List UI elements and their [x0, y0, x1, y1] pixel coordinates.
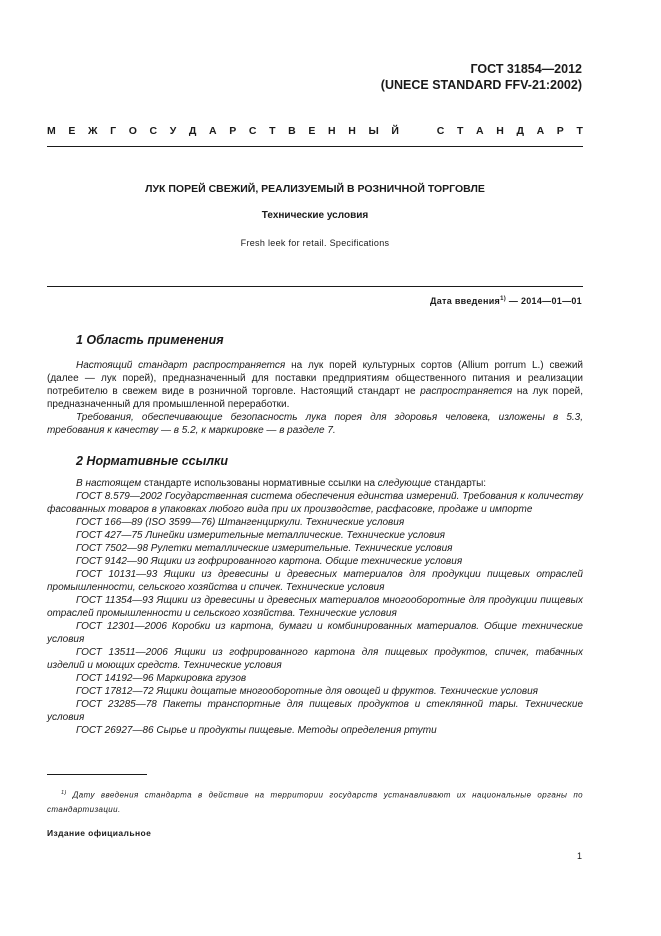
reference-item: ГОСТ 10131—93 Ящики из древесины и древесных материалов для продукции пищевых отраслей промышленности, сельского хозяйства и спичек. Технические условия: [47, 569, 583, 593]
footnote-text: Дату введения стандарта в действие на территории государств устанавливают их национальные органы по стандартизации.: [47, 790, 583, 814]
banner-letter: А: [476, 125, 484, 137]
reference-item: ГОСТ 13511—2006 Ящики из гофрированного картона для пищевых продуктов, спичек, табачных изделий и моющих средств. Технические условия: [47, 647, 583, 671]
interstate-standard-banner: [47, 125, 583, 137]
banner-letter: Т: [269, 125, 276, 137]
banner-letter: Н: [348, 125, 356, 137]
banner-letter: С: [248, 125, 257, 137]
section-2-heading: 2 Нормативные ссылки: [76, 454, 229, 468]
banner-letter: Д: [516, 125, 524, 137]
text: стандарты:: [431, 478, 487, 489]
section-1-heading: 1 Область применения: [76, 333, 224, 347]
banner-letter: Е: [68, 125, 76, 137]
text-italic: распространяется: [420, 386, 513, 397]
intro-date-label: Дата введения: [429, 296, 501, 306]
text: стандарте использованы нормативные ссылки на: [141, 478, 378, 489]
document-subtitle: Технические условия: [261, 210, 369, 221]
reference-item: ГОСТ 17812—72 Ящики дощатые многооборотные для овощей и фруктов. Технические условия: [76, 686, 538, 697]
banner-letter: Р: [229, 125, 237, 137]
intro-date-value: — 2014—01—01: [506, 296, 582, 306]
banner-letter: Т: [456, 125, 464, 137]
footnote-divider: [47, 774, 147, 775]
intro-date-footnote-mark: 1): [500, 296, 507, 302]
reference-item: ГОСТ 26927—86 Сырье и продукты пищевые. Методы определения ртути: [76, 725, 437, 736]
banner-letter: В: [288, 125, 296, 137]
unece-standard: (UNECE STANDARD FFV-21:2002): [380, 78, 582, 92]
banner-letter: С: [436, 125, 445, 137]
references-list: [47, 490, 583, 737]
banner-letter: Е: [308, 125, 316, 137]
banner-letter: Н: [328, 125, 336, 137]
reference-item: ГОСТ 8.579—2002 Государственная система обеспечения единства измерений. Требования к количеству фасованных товаров в упаковках любого вида при их производстве, расфасовке, продаже и импорте: [47, 491, 583, 515]
title-divider: [47, 286, 583, 287]
reference-item: ГОСТ 7502—98 Рулетки металлические измерительные. Технические условия: [76, 543, 453, 554]
banner-letter: Й: [391, 125, 399, 137]
banner-letter: Р: [556, 125, 564, 137]
reference-item: ГОСТ 166—89 (ISO 3599—76) Штангенциркули. Технические условия: [76, 517, 405, 528]
reference-item: ГОСТ 14192—96 Маркировка грузов: [76, 673, 247, 684]
english-title: Fresh leek for retail. Specifications: [240, 238, 390, 248]
banner-letter: Ж: [88, 125, 98, 137]
section-2-intro: [47, 477, 583, 490]
banner-letter: О: [128, 125, 137, 137]
text-italic: В настоящем: [76, 478, 142, 489]
reference-item: ГОСТ 23285—78 Пакеты транспортные для пищевых продуктов и стеклянной тары. Технические условия: [47, 699, 583, 723]
banner-letter: Ы: [368, 125, 379, 137]
banner-letter: А: [536, 125, 545, 137]
official-edition-label: Издание официальное: [47, 828, 152, 838]
gost-number: ГОСТ 31854—2012: [470, 62, 582, 76]
text: на лук порей культурных сортов (Allium porrum L.) свежий (далее — лук порей), предназначенный для поставки предприятиям общественного питания и реализации потребителю в свежем виде в розничной торговле. Настоящий стандарт не: [47, 360, 583, 397]
text-italic: следующие: [377, 478, 432, 489]
banner-letter: Г: [110, 125, 117, 137]
banner-divider: [47, 146, 583, 147]
section-1-paragraph-1: [47, 359, 583, 411]
section-1-paragraph-2: Требования, обеспечивающие безопасность лука порея для здоровья человека, изложены в 5.3, требования к качеству — в 5.2, к маркировке — в разделе 7.: [47, 412, 583, 436]
banner-letter: М: [47, 125, 56, 137]
section-2-body: [47, 477, 583, 737]
introduction-date: [430, 296, 582, 306]
reference-item: ГОСТ 12301—2006 Коробки из картона, бумаги и комбинированных материалов. Общие технические условия: [47, 621, 583, 645]
reference-item: ГОСТ 11354—93 Ящики из древесины и древесных материалов многооборотные для продукции пищевых отраслей промышленности и сельского хозяйства. Технические условия: [47, 595, 583, 619]
banner-letter: Н: [496, 125, 504, 137]
reference-item: ГОСТ 9142—90 Ящики из гофрированного картона. Общие технические условия: [76, 556, 463, 567]
footnote: [47, 786, 583, 817]
reference-item: ГОСТ 427—75 Линейки измерительные металлические. Технические условия: [76, 530, 446, 541]
document-title: ЛУК ПОРЕЙ СВЕЖИЙ, РЕАЛИЗУЕМЫЙ В РОЗНИЧНОЙ ТОРГОВЛЕ: [145, 183, 485, 195]
banner-letter: С: [149, 125, 158, 137]
page-number: 1: [576, 851, 582, 861]
footnote-mark: 1): [61, 790, 67, 796]
banner-letter: У: [169, 125, 177, 137]
banner-letter: Д: [188, 125, 197, 137]
section-1-body: [47, 359, 583, 437]
text-italic: Настоящий стандарт распространяется: [76, 360, 286, 371]
text: на лук порей, предназначенный для промышленной переработки.: [47, 386, 583, 410]
banner-letter: Т: [576, 125, 583, 137]
banner-letter: А: [209, 125, 217, 137]
